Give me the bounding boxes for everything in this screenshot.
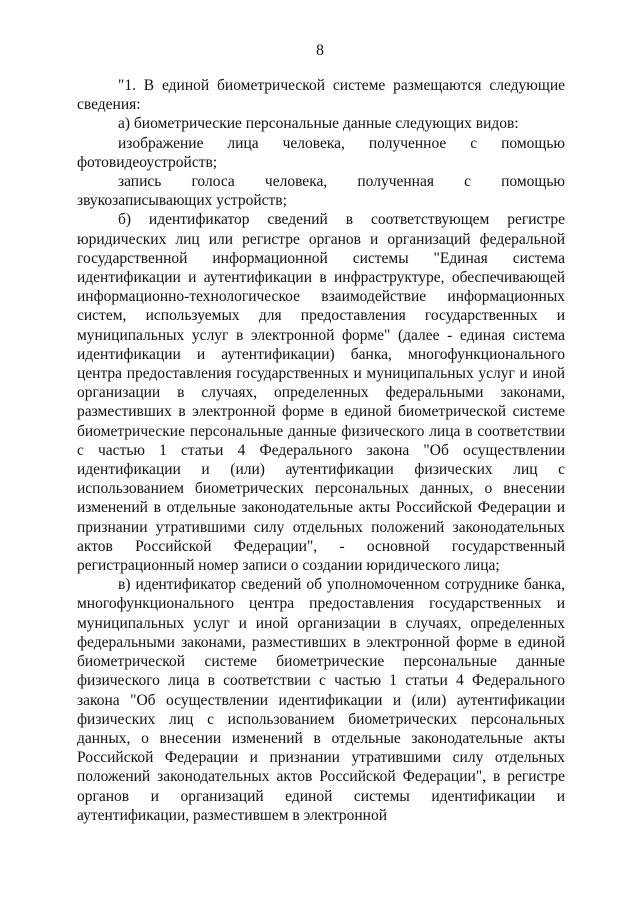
page-number: 8 bbox=[316, 42, 324, 59]
paragraph-b-identifier: б) идентификатор сведений в соответствующем регистре юридических лиц или регистре органов и организаций федеральной государственной информационной системы "Единая система идентификации и аутентификации в инфраструктуре, обеспечивающей информационно-технологическое взаимодействие информационных систем, используемых для предоставления государственных и муниципальных услуг в электронной форме" (далее - единая система идентификации и аутентификации) банка, многофункционального центра предоставления государственных и муниципальных услуг и иной организации в случаях, определенных федеральными законами, разместивших в электронной форме в единой биометрической системе биометрические персональные данные физического лица в соответствии с частью 1 статьи 4 Федерального закона "Об осуществлении идентификации и (или) аутентификации физических лиц с использованием биометрических персональных данных, о внесении изменений в отдельные законодательные акты Российской Федерации и признании утратившими силу отдельных положений законодательных актов Российской Федерации", - основной государственный регистрационный номер записи о создании юридического лица; bbox=[77, 211, 565, 575]
paragraph-a-biometric-types: а) биометрические персональные данные следующих видов: bbox=[118, 115, 519, 133]
document-body bbox=[77, 76, 565, 825]
paragraph-v-identifier: в) идентификатор сведений об уполномоченном сотруднике банка, многофункционального центра предоставления государственных и муниципальных услуг и иной организации в случаях, определенных федеральными законами, разместивших в электронной форме в единой биометрической системе биометрические персональные данные физического лица в соответствии с частью 1 статьи 4 Федерального закона "Об осуществлении идентификации и (или) аутентификации физических лиц с использованием биометрических персональных данных, о внесении изменений в отдельные законодательные акты Российской Федерации и признании утратившими силу отдельных положений законодательных актов Российской Федерации", в регистре органов и организаций единой системы идентификации и аутентификации, разместившем в электронной bbox=[77, 576, 565, 824]
paragraph-face-image: изображение лица человека, полученное с помощью фотовидеоустройств; bbox=[77, 134, 565, 171]
paragraph-voice-record: запись голоса человека, полученная с помощью звукозаписывающих устройств; bbox=[77, 173, 565, 210]
paragraph-1-intro: "1. В единой биометрической системе размещаются следующие сведения: bbox=[77, 77, 565, 114]
